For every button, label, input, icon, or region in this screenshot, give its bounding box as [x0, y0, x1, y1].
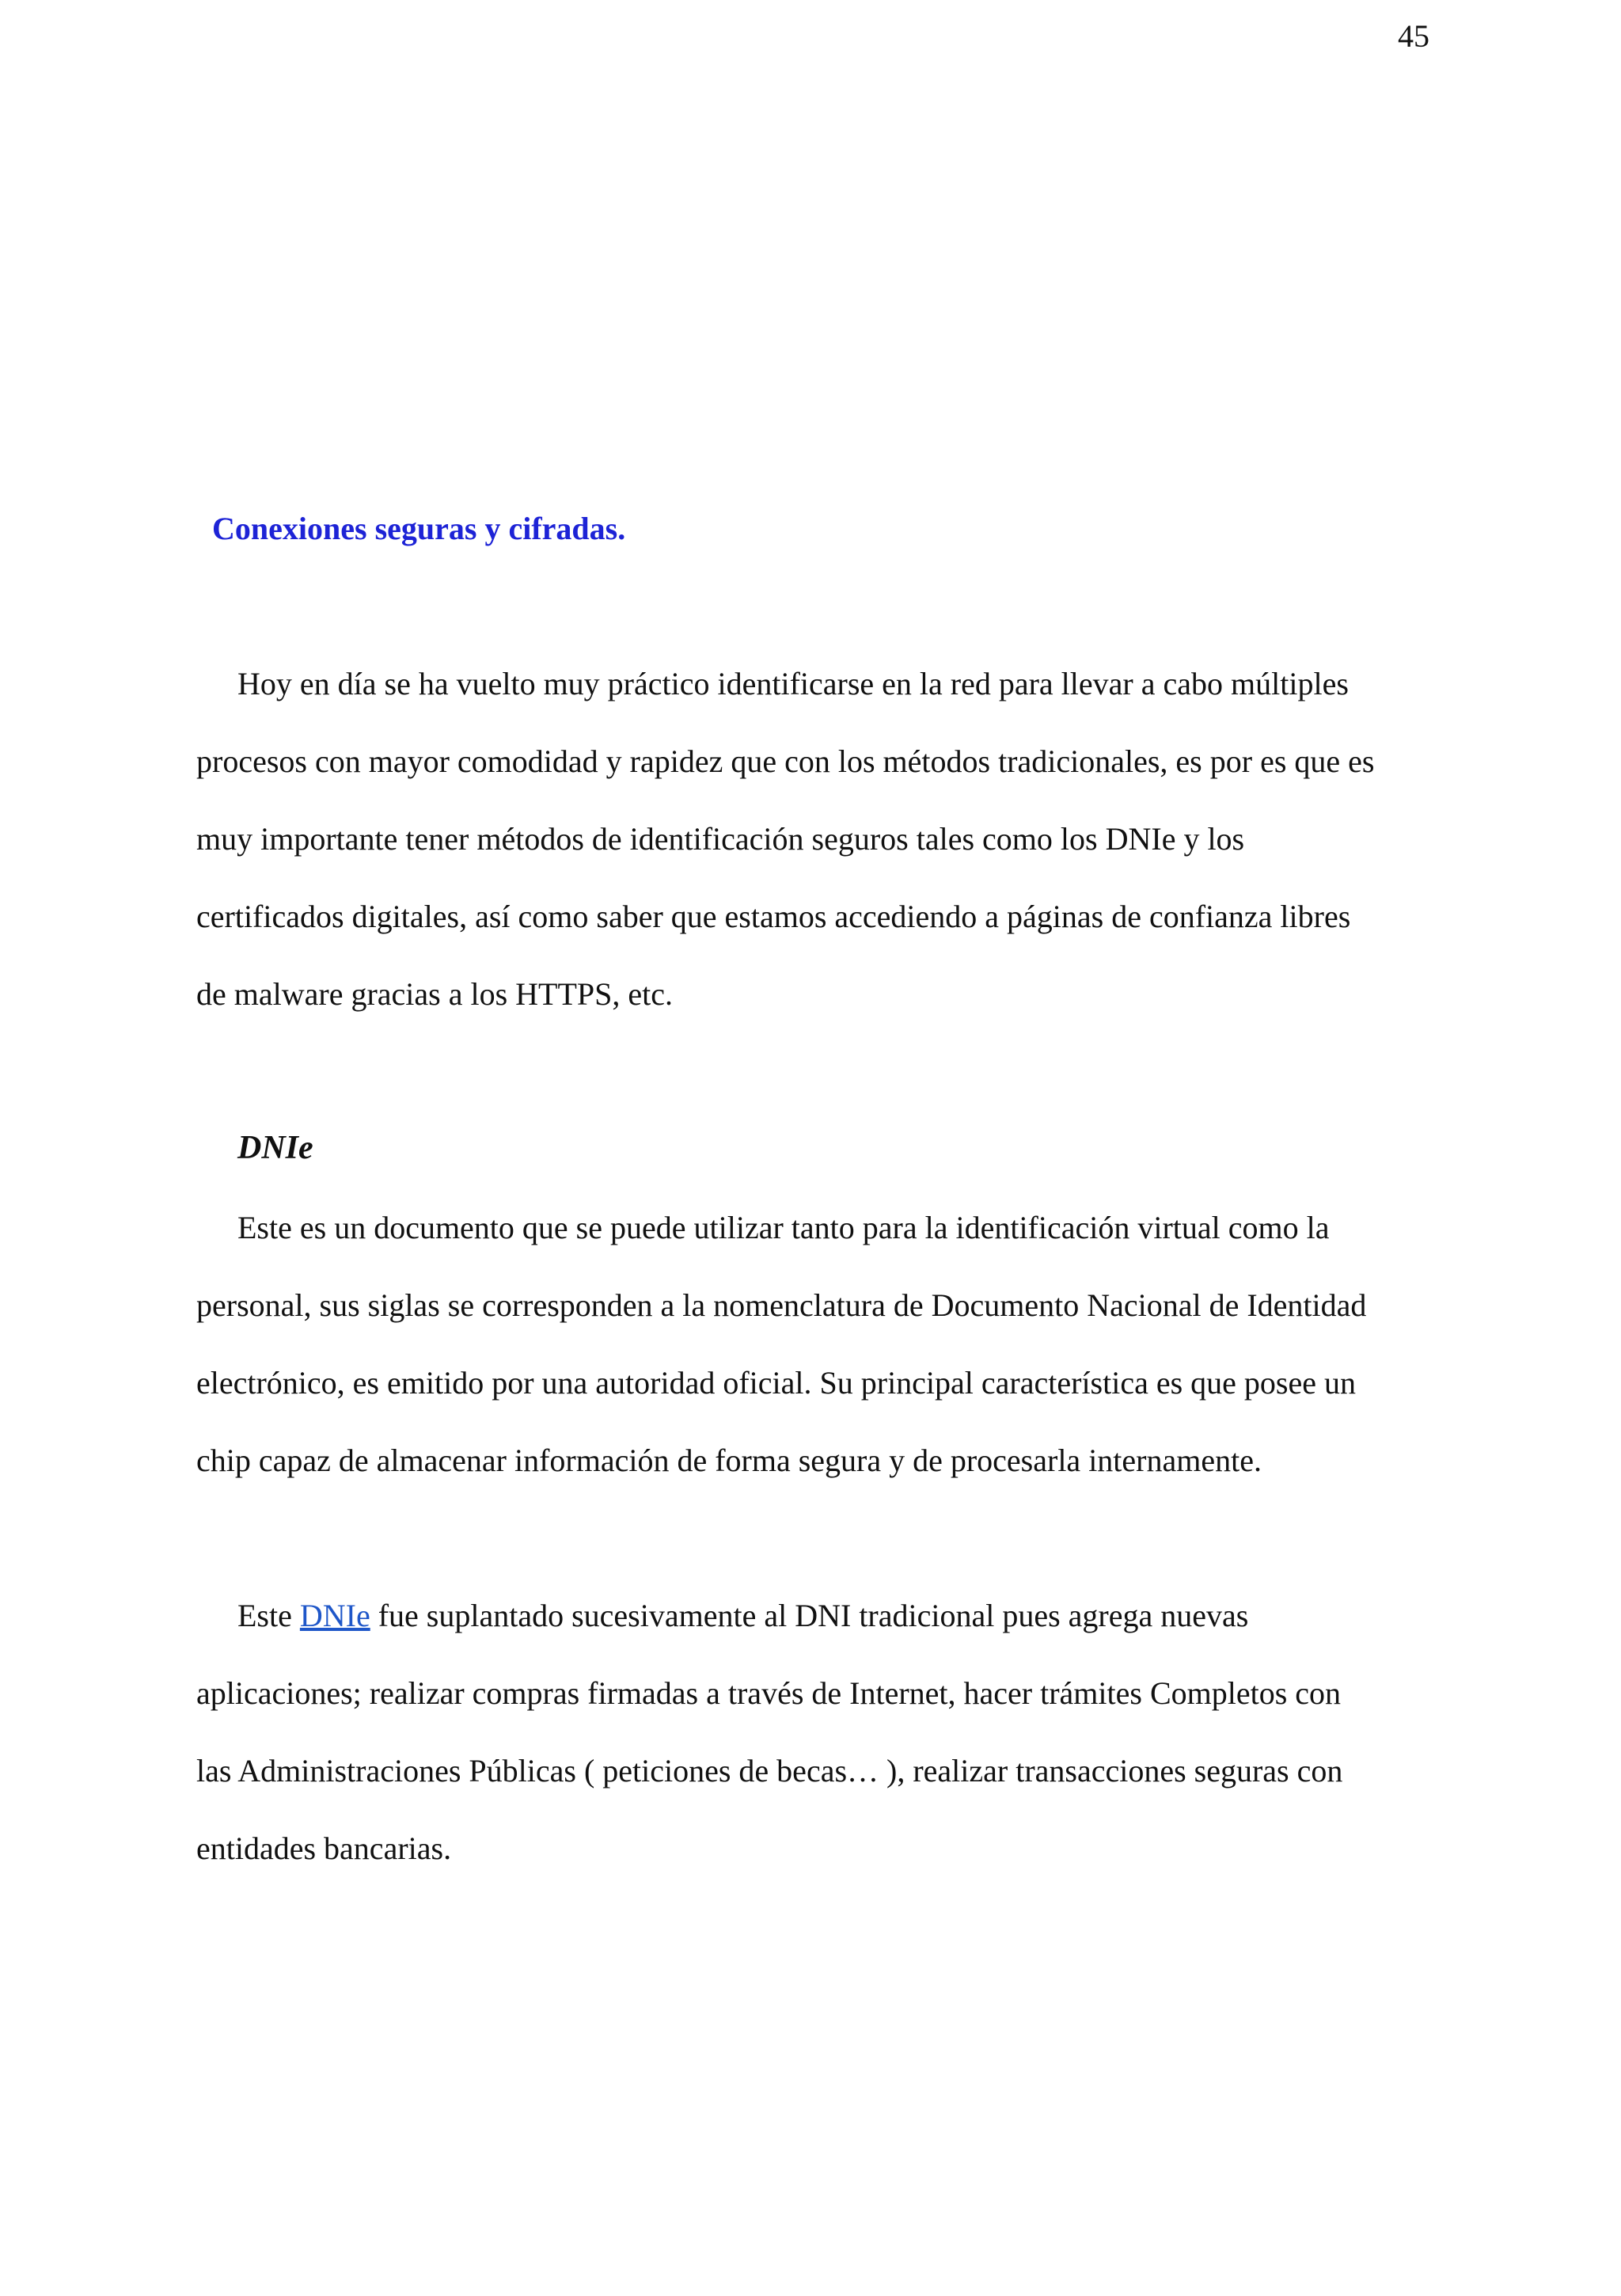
dnie-description-line: chip capaz de almacenar información de forma segura y de procesarla internamente. — [196, 1443, 1262, 1478]
page-number: 45 — [1398, 18, 1429, 54]
usage-text-before-link: Este — [237, 1598, 300, 1633]
intro-line: certificados digitales, así como saber que estamos accediendo a páginas de confianza libres — [196, 899, 1351, 934]
dnie-description-paragraph — [196, 1189, 1494, 1500]
dnie-description-line: electrónico, es emitido por una autoridad oficial. Su principal característica es que posee un — [196, 1365, 1356, 1401]
dnie-description-line: personal, sus siglas se corresponden a la nomenclatura de Documento Nacional de Identidad — [196, 1287, 1367, 1323]
dnie-usage-line: entidades bancarias. — [196, 1830, 452, 1866]
dnie-usage-line: aplicaciones; realizar compras firmadas a través de Internet, hacer trámites Completos con — [196, 1675, 1342, 1711]
dnie-usage-line: las Administraciones Públicas ( peticiones de becas… ), realizar transacciones seguras con — [196, 1753, 1343, 1789]
dnie-usage-first-line — [196, 1577, 1494, 1655]
dnie-description-line: Este es un documento que se puede utilizar tanto para la identificación virtual como la — [237, 1210, 1330, 1245]
intro-line: procesos con mayor comodidad y rapidez que con los métodos tradicionales, es por es que es — [196, 743, 1375, 779]
intro-line: muy importante tener métodos de identificación seguros tales como los DNIe y los — [196, 821, 1245, 857]
usage-text-after-link: fue suplantado sucesivamente al DNI tradicional pues agrega nuevas — [370, 1598, 1249, 1633]
section-heading: Conexiones seguras y cifradas. — [212, 511, 626, 546]
dnie-link[interactable]: DNIe — [299, 1598, 370, 1633]
dnie-usage-paragraph — [196, 1577, 1494, 1887]
dnie-subheading: DNIe — [237, 1130, 313, 1166]
intro-line: Hoy en día se ha vuelto muy práctico identificarse en la red para llevar a cabo múltiples — [237, 666, 1349, 701]
intro-paragraph — [196, 645, 1494, 1033]
intro-line: de malware gracias a los HTTPS, etc. — [196, 976, 674, 1012]
